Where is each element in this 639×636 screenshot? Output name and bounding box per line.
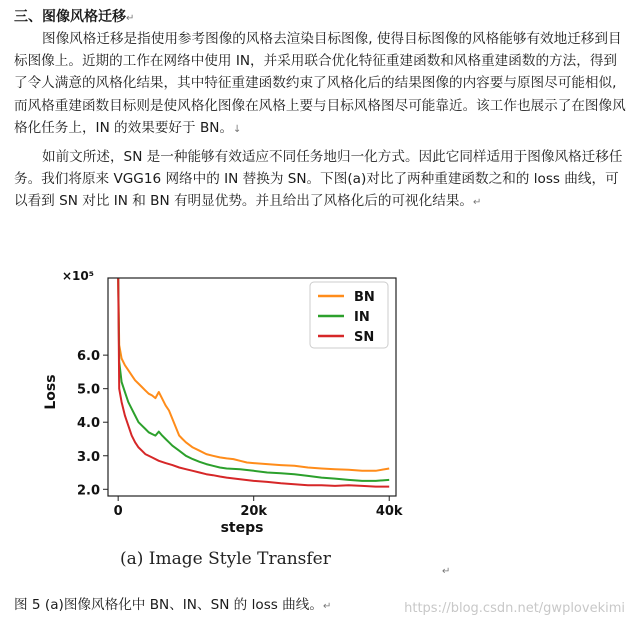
paragraph-1	[14, 28, 630, 141]
loss-chart	[40, 268, 410, 538]
paragraph-mark: ↵	[126, 13, 135, 24]
x-tick-label: 40k	[375, 504, 403, 519]
y-tick-label: 4.0	[76, 416, 100, 432]
x-tick-label: 20k	[240, 504, 268, 519]
y-multiplier-label: ×10⁵	[62, 269, 95, 283]
y-tick-label: 6.0	[76, 349, 100, 365]
legend-label-in: IN	[354, 310, 370, 325]
section-heading	[14, 6, 134, 26]
y-tick-label: 5.0	[76, 382, 100, 398]
line-break-mark: ↓	[233, 123, 242, 135]
plot-top-mask	[107, 268, 397, 278]
paragraph-1-text: 图像风格迁移是指使用参考图像的风格去渲染目标图像, 使得目标图像的风格能够有效地迁移到目标图像上。近期的工作在网络中使用 IN，并采用联合优化特征重建函数和风格重建函数的方法，得到了令人满意的风格化结果，其中特征重建函数约束了风格化后的结果图像的内容要与原图尽可能相似, 而风格重建函数目标则是使风格化图像在风格上要与目标风格图尽可能靠近。该工作也展示了在图像风格化任务上，IN 的效果要好于 BN。	[14, 31, 626, 136]
chart-subcaption: (a) Image Style Transfer	[120, 549, 331, 569]
paragraph-2-text: 如前文所述，SN 是一种能够有效适应不同任务地归一化方式。因此它同样适用于图像风格迁移任务。我们将原来 VGG16 网络中的 IN 替换为 SN。下图(a)对比了两种重建函数之和的 loss 曲线，可以看到 SN 对比 IN 和 BN 有明显优势。并且给出了风格化后的可视化结果。	[14, 149, 623, 210]
figure-caption-text: 图 5 (a)图像风格化中 BN、IN、SN 的 loss 曲线。	[14, 597, 323, 613]
x-tick-label: 0	[113, 504, 123, 519]
watermark: https://blog.csdn.net/gwplovekimi	[404, 601, 625, 616]
y-tick-label: 3.0	[76, 449, 100, 465]
section-heading-text: 三、图像风格迁移	[14, 9, 126, 25]
legend-label-bn: BN	[354, 290, 375, 305]
figure-end-mark: ↵	[442, 566, 451, 577]
x-axis-label: steps	[220, 520, 264, 536]
y-tick-label: 2.0	[76, 483, 100, 499]
y-axis-label: Loss	[43, 374, 59, 410]
paragraph-mark: ↵	[473, 197, 482, 209]
paragraph-mark: ↵	[322, 601, 332, 612]
paragraph-2	[14, 146, 630, 215]
figure-caption	[14, 593, 331, 613]
legend-label-sn: SN	[354, 330, 375, 345]
